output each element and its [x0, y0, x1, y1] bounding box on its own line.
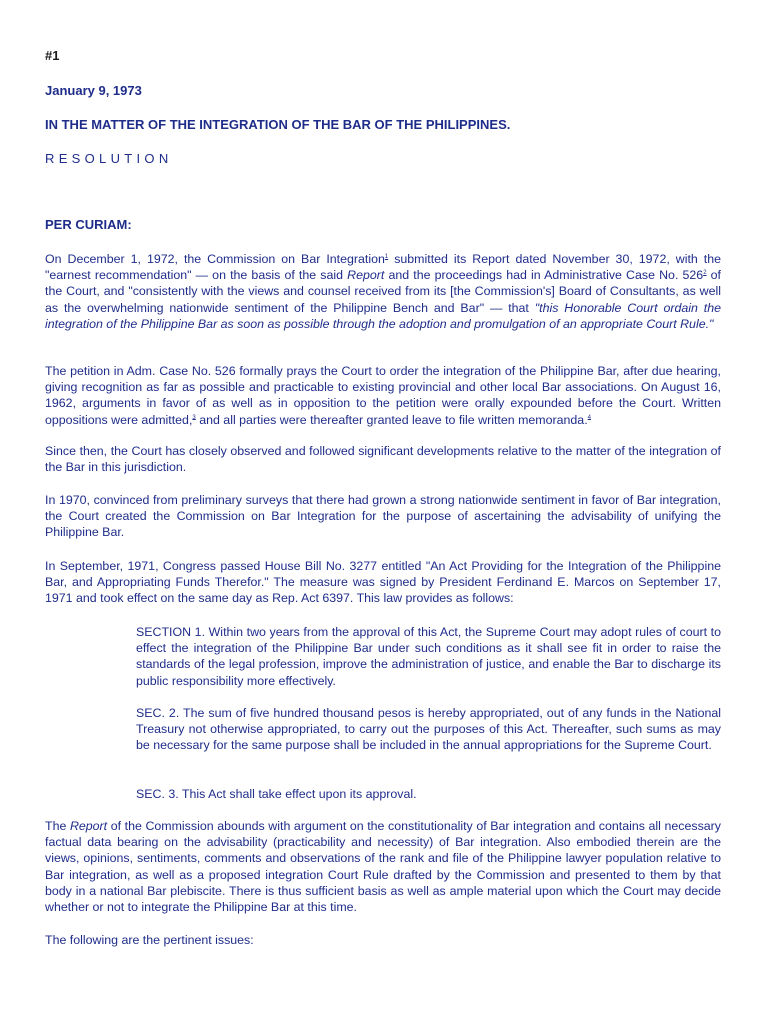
case-number: #1 [45, 48, 60, 63]
case-title: IN THE MATTER OF THE INTEGRATION OF THE BAR OF THE PHILIPPINES. [45, 117, 511, 132]
footnote-link-3[interactable]: 3 [192, 414, 196, 421]
per-curiam-heading: PER CURIAM: [45, 217, 132, 232]
paragraph-3: Since then, the Court has closely observed and followed significant developments relative to the matter of the integration of the Bar in this jurisdiction. [45, 444, 721, 475]
p6-text-b: of the Commission abounds with argument on the constitutionality of Bar integration and contains all necessary factual data bearing on the advisability (practicability and necessity) of Bar integration. Also embodied therein are the views, opinions, sentiments, comments and observations of the rank and file of the Philippine lawyer population relative to Bar integration, as well as a proposed integration Court Rule drafted by the Commission and presented to them by that body in a national Bar plebiscite. There is thus sufficient basis as well as ample material upon which the Court may decide whether or not to integrate the Philippine Bar at this time. [45, 819, 721, 915]
paragraph-5: In September, 1971, Congress passed House Bill No. 3277 entitled "An Act Providing for the Integration of the Philippine Bar, and Appropriating Funds Therefor." The measure was signed by President Ferdinand E. Marcos on September 17, 1971 and took effect on the same day as Rep. Act 6397. This law provides as follows: [45, 559, 721, 606]
p2-text-a: The petition in Adm. Case No. 526 formally prays the Court to order the integration of the Philippine Bar, after due hearing, giving recognition as far as possible and practicable to existing provincial and other local Bar associations. On August 16, 1962, arguments in favor of as well as in opposition to the petition were orally expounded before the Court. Written oppositions were admitted, [45, 364, 721, 427]
p1-quote-italic: "this Honorable Court ordain the integration of the Philippine Bar as soon as possible through the adoption and promulgation of an appropriate Court Rule." [45, 300, 721, 331]
p1-report-italic: Report [347, 268, 385, 283]
p1-text-c: and the proceedings had in Administrative Case No. 526 [384, 268, 704, 283]
footnote-link-4[interactable]: 4 [587, 414, 591, 421]
decision-date: January 9, 1973 [45, 83, 142, 98]
footnote-link-2[interactable]: 2 [703, 270, 707, 277]
quote-section-3: SEC. 3. This Act shall take effect upon its approval. [136, 787, 417, 801]
resolution-heading: RESOLUTION [45, 151, 173, 166]
paragraph-4: In 1970, convinced from preliminary surveys that there had grown a strong nationwide sentiment in favor of Bar integration, the Court created the Commission on Bar Integration for the purpose of ascertaining the advisability of unifying the Philippine Bar. [45, 493, 721, 540]
p1-text-a: On December 1, 1972, the Commission on Bar Integration [45, 252, 385, 266]
paragraph-1 [45, 251, 721, 332]
paragraph-6 [45, 818, 721, 915]
paragraph-2 [45, 363, 721, 428]
p6-text-a: The [45, 819, 70, 833]
p1-text-d: of the Court, and "consistently with the views and counsel received from its [the Commission's] Board of Consultants, as well as the overwhelming nationwide sentiment of the Philippine Bench and Bar" — that [45, 268, 721, 315]
p2-text-b: and all parties were thereafter granted leave to file written memoranda. [195, 412, 588, 427]
p6-report-italic: Report [69, 819, 108, 833]
paragraph-7: The following are the pertinent issues: [45, 933, 254, 947]
footnote-link-1[interactable]: 1 [384, 253, 389, 260]
p1-text-b: submitted its Report dated November 30, 1972, with the "earnest recommendation" — on the basis of the said [45, 252, 721, 283]
quote-section-1: SECTION 1. Within two years from the approval of this Act, the Supreme Court may adopt rules of court to effect the integration of the Philippine Bar under such conditions as it shall see fit in order to raise the standards of the legal profession, improve the administration of justice, and enable the Bar to discharge its public responsibility more effectively. [136, 625, 721, 688]
quote-section-2: SEC. 2. The sum of five hundred thousand pesos is hereby appropriated, out of any funds in the National Treasury not otherwise appropriated, to carry out the purposes of this Act. Thereafter, such sums as may be necessary for the same purpose shall be included in the annual appropriations for the Supreme Court. [136, 706, 721, 753]
